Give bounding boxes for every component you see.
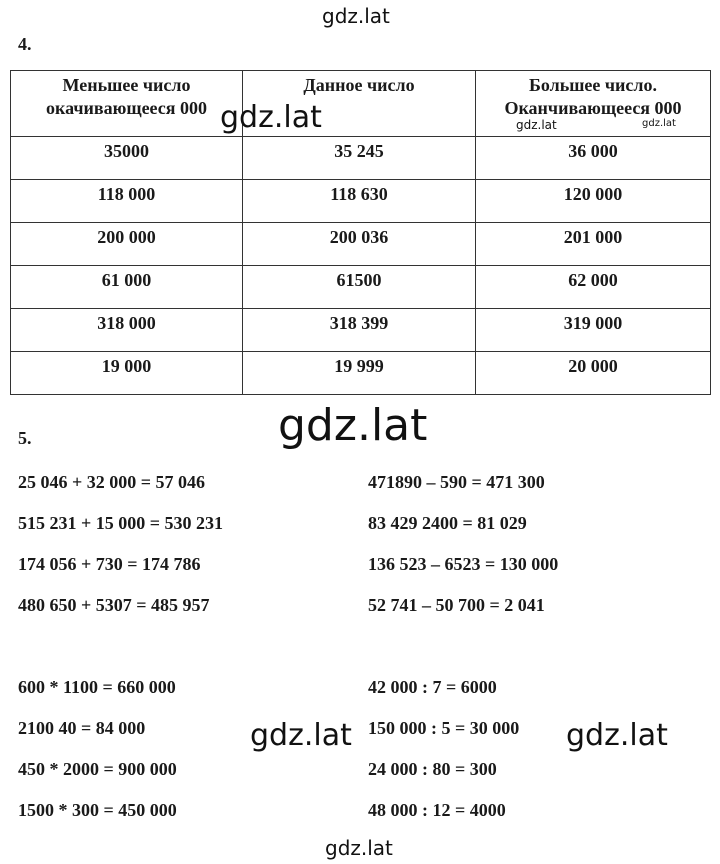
table-row [11,137,711,180]
table-cell: 201 000 [476,223,711,266]
equation-left: 2100 40 = 84 000 [18,718,146,738]
watermark-lower-right: gdz.lat [566,718,668,753]
equation-right: 83 429 2400 = 81 029 [368,513,527,533]
header-larger-number: Большее число. Оканчивающееся 000 [476,71,711,137]
table-cell: 35000 [11,137,243,180]
table-cell: 118 630 [243,180,476,223]
equation-right: 24 000 : 80 = 300 [368,759,497,779]
equation-right: 471890 – 590 = 471 300 [368,472,545,492]
task-4-table [10,70,711,395]
table-header-row [11,71,711,137]
table-row [11,180,711,223]
table-cell: 318 000 [11,309,243,352]
table-cell: 19 000 [11,352,243,395]
watermark-table: gdz.lat [220,100,322,135]
equation-right: 42 000 : 7 = 6000 [368,677,497,697]
watermark-small: gdz.lat [516,118,557,132]
equation-left: 174 056 + 730 = 174 786 [18,554,201,574]
header-smaller-number: Меньшее число окачивающееся 000 [11,71,243,137]
table-cell: 19 999 [243,352,476,395]
table-cell: 118 000 [11,180,243,223]
table-cell: 200 000 [11,223,243,266]
watermark-top: gdz.lat [322,4,390,28]
equation-left: 600 * 1100 = 660 000 [18,677,176,697]
watermark-large: gdz.lat [278,400,428,451]
table-row [11,309,711,352]
table-cell: 120 000 [476,180,711,223]
table-cell: 318 399 [243,309,476,352]
table-cell: 35 245 [243,137,476,180]
table-row [11,352,711,395]
table-cell: 319 000 [476,309,711,352]
equation-right: 150 000 : 5 = 30 000 [368,718,520,738]
equation-left: 515 231 + 15 000 = 530 231 [18,513,224,533]
equation-right: 52 741 – 50 700 = 2 041 [368,595,545,615]
equation-left: 450 * 2000 = 900 000 [18,759,177,779]
watermark-small: gdz.lat [642,118,676,129]
watermark-bottom: gdz.lat [325,836,393,860]
table-row [11,223,711,266]
task-5-number: 5. [18,428,32,448]
table-cell: 61500 [243,266,476,309]
task-4-number: 4. [18,34,32,54]
equation-right: 48 000 : 12 = 4000 [368,800,506,820]
equation-left: 480 650 + 5307 = 485 957 [18,595,210,615]
equation-left: 1500 * 300 = 450 000 [18,800,177,820]
equation-left: 25 046 + 32 000 = 57 046 [18,472,206,492]
watermark-lower-left: gdz.lat [250,718,352,753]
table-row [11,266,711,309]
table-cell: 36 000 [476,137,711,180]
equation-right: 136 523 – 6523 = 130 000 [368,554,559,574]
table-cell: 62 000 [476,266,711,309]
table-cell: 61 000 [11,266,243,309]
table-cell: 200 036 [243,223,476,266]
header-given-number: Данное число [243,71,476,137]
table-cell: 20 000 [476,352,711,395]
